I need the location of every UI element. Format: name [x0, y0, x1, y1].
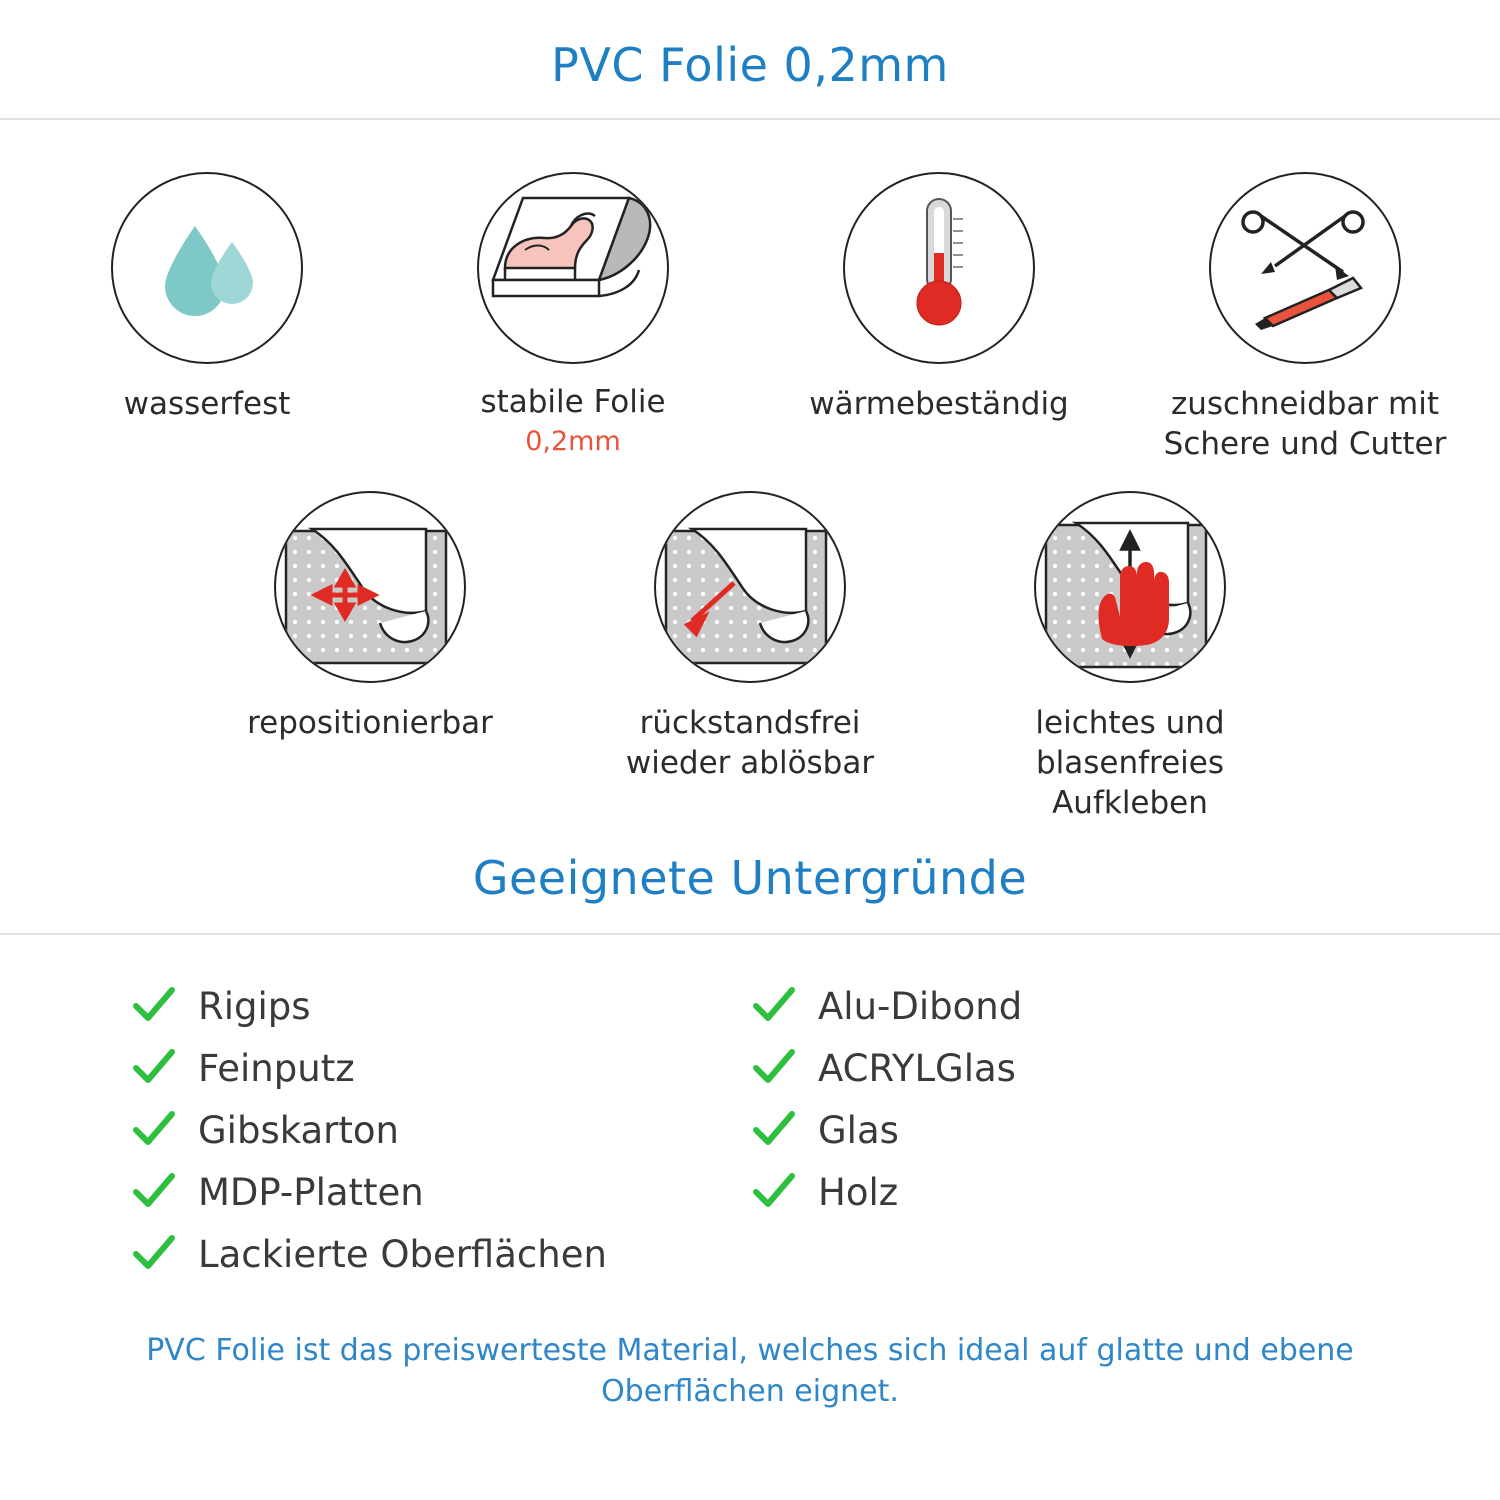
list-item: [132, 1043, 742, 1093]
feature-label: wasserfest: [123, 386, 291, 422]
peel-off-arrow-icon: [656, 491, 844, 683]
check-icon: [132, 986, 176, 1026]
list-item-label: Glas: [818, 1108, 899, 1152]
list-item-label: Rigips: [198, 984, 311, 1028]
feature-label: stabile Folie: [480, 384, 666, 420]
list-item-label: ACRYLGlas: [818, 1046, 1016, 1090]
strong-arm-film-icon: [479, 172, 667, 364]
feature-wasserfest: [57, 172, 357, 424]
footnote-text: PVC Folie ist das preiswerteste Material, welches sich ideal auf glatte und ebene Oberflächen eignet.: [146, 1333, 1354, 1409]
feature-grid: [0, 120, 1500, 823]
grounds-list: [0, 935, 1500, 1291]
feature-icon-circle: [111, 172, 303, 364]
feature-icon-circle: [477, 172, 669, 364]
list-item: [132, 1105, 742, 1155]
check-icon: [752, 1110, 796, 1150]
check-icon: [752, 1172, 796, 1212]
feature-icon-circle: [1209, 172, 1401, 364]
list-item: [752, 1043, 1022, 1093]
grounds-header: [0, 823, 1500, 933]
feature-stabile-folie: [423, 172, 723, 457]
list-item: [752, 981, 1022, 1031]
check-icon: [752, 986, 796, 1026]
feature-row-2: [0, 465, 1500, 824]
feature-label: leichtes und blasenfreies Aufkleben: [1035, 704, 1225, 822]
list-item-label: Gibskarton: [198, 1108, 399, 1152]
grounds-title: Geeignete Untergründe: [472, 851, 1028, 906]
water-drops-icon: [137, 196, 277, 340]
check-icon: [132, 1048, 176, 1088]
scissors-cutter-icon: [1225, 186, 1385, 350]
check-icon: [752, 1048, 796, 1088]
check-icon: [132, 1234, 176, 1274]
list-item-label: Feinputz: [198, 1046, 355, 1090]
feature-row-1: [0, 172, 1500, 465]
reposition-arrows-icon: [276, 491, 464, 683]
feature-icon-circle: [1034, 491, 1226, 683]
list-item-label: MDP-Platten: [198, 1170, 424, 1214]
feature-zuschneidbar: [1155, 172, 1455, 465]
list-item-label: Alu-Dibond: [818, 984, 1023, 1028]
hand-smooth-icon: [1036, 491, 1224, 683]
feature-blasenfreies-aufkleben: [980, 491, 1280, 824]
feature-label: repositionierbar: [247, 704, 493, 741]
list-item: [752, 1105, 1022, 1155]
list-item: [132, 1229, 742, 1279]
feature-icon-circle: [274, 491, 466, 683]
feature-icon-circle: [654, 491, 846, 683]
header: [0, 0, 1500, 118]
feature-label: wärmebeständig: [809, 386, 1069, 422]
thermometer-icon: [879, 191, 999, 345]
feature-sublabel-thickness: 0,2mm: [525, 426, 621, 458]
feature-waermebestaendig: [789, 172, 1089, 424]
check-icon: [132, 1172, 176, 1212]
list-item: [752, 1167, 1022, 1217]
list-item-label: Holz: [818, 1170, 899, 1214]
feature-label: zuschneidbar mit Schere und Cutter: [1163, 386, 1447, 463]
feature-repositionierbar: [220, 491, 520, 743]
feature-rueckstandsfrei: [600, 491, 900, 784]
page-title: PVC Folie 0,2mm: [551, 38, 949, 92]
grounds-column-left: [132, 981, 742, 1291]
grounds-column-right: [752, 981, 1022, 1291]
list-item-label: Lackierte Oberflächen: [198, 1232, 607, 1276]
check-icon: [132, 1110, 176, 1150]
feature-label: rückstandsfrei wieder ablösbar: [625, 704, 875, 781]
list-item: [132, 1167, 742, 1217]
list-item: [132, 981, 742, 1031]
feature-icon-circle: [843, 172, 1035, 364]
